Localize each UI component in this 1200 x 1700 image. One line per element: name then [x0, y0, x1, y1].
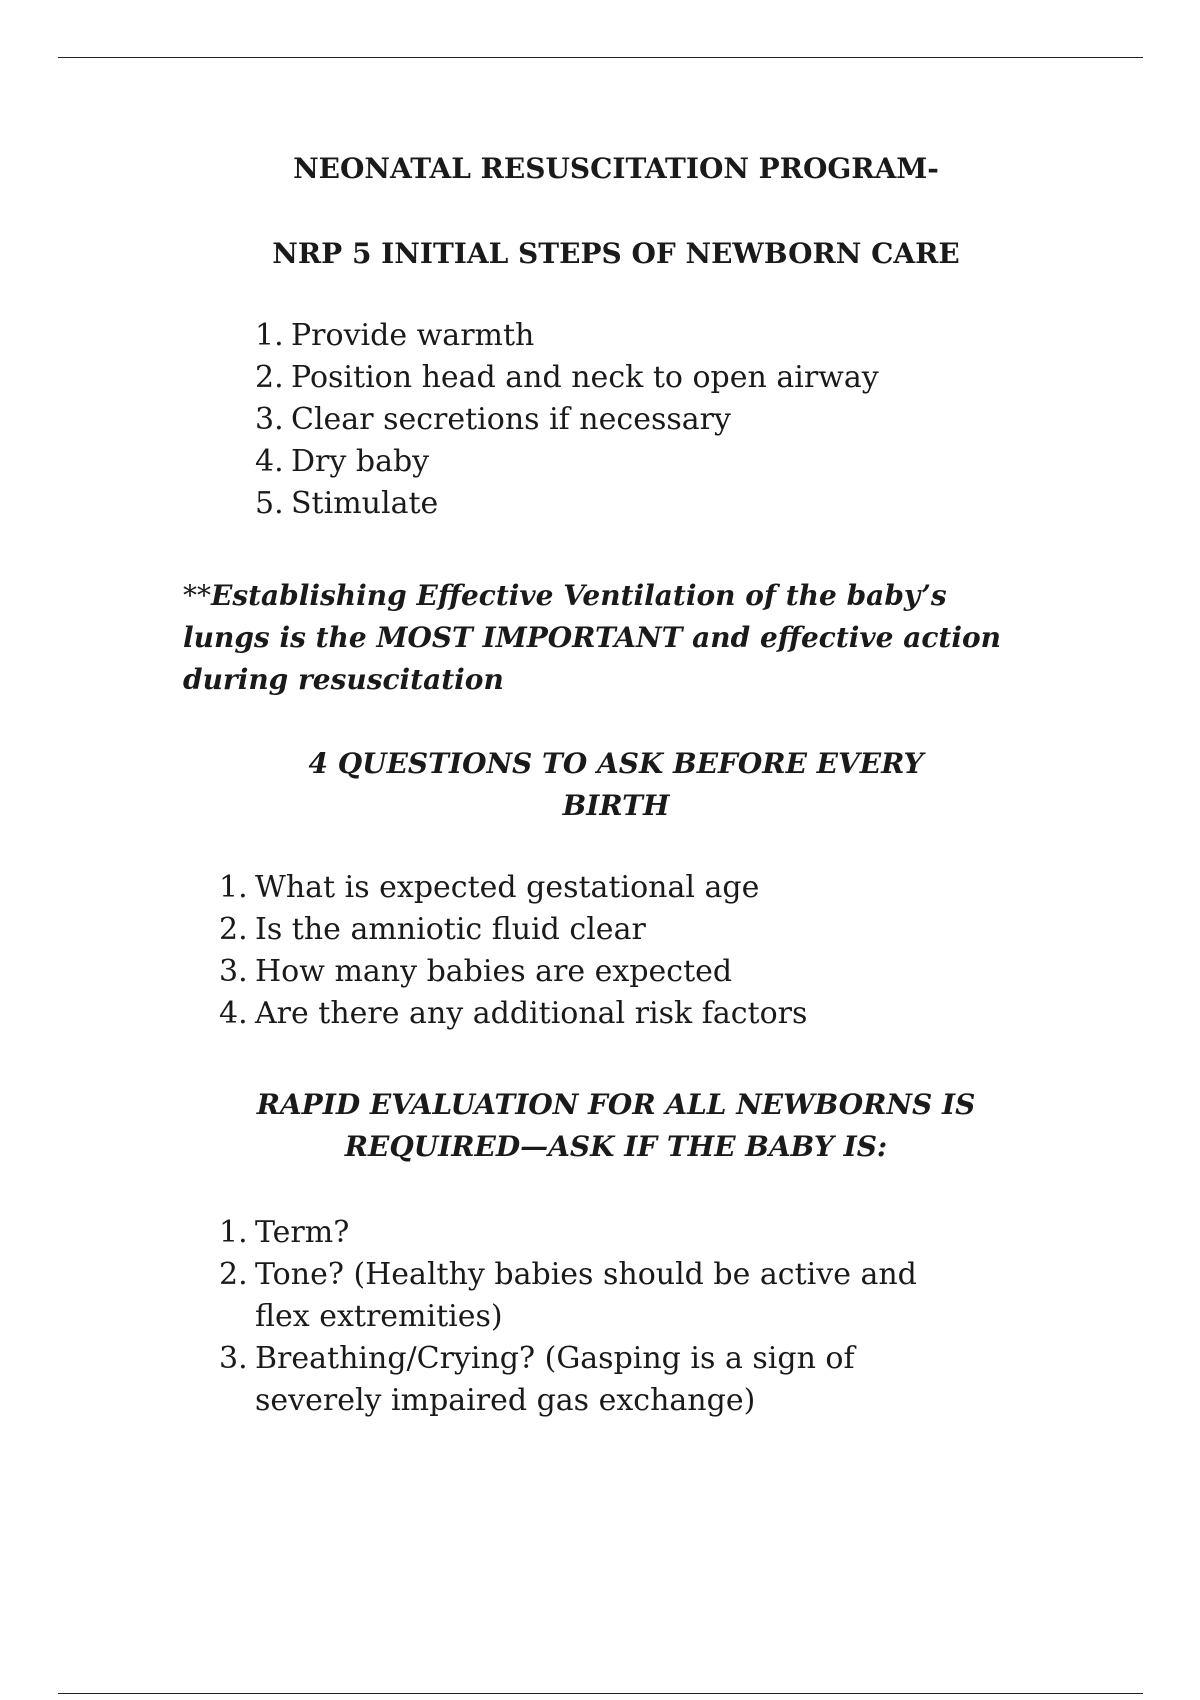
list-number: 4. [219, 996, 248, 1031]
list-item-text: Are there any additional risk factors [255, 996, 808, 1031]
list-item-text: Position head and neck to open airway [291, 360, 879, 395]
list-number: 3. [255, 402, 284, 437]
list-item [255, 357, 879, 399]
list-item-text: What is expected gestational age [255, 870, 760, 905]
list-item [255, 441, 879, 483]
evaluation-list [219, 1212, 939, 1422]
list-item-text: Clear secretions if necessary [291, 402, 731, 437]
note-text: Establishing Effective Ventilation of the baby’s lungs is the MOST IMPORTANT and effective action during resuscitation [183, 579, 1002, 696]
list-item [219, 993, 807, 1035]
list-number: 1. [219, 1215, 248, 1250]
list-item-text: Dry baby [291, 444, 430, 479]
list-item [219, 909, 807, 951]
evaluation-heading [0, 1084, 1200, 1168]
note-prefix: ** [183, 579, 211, 612]
document-title: NEONATAL RESUSCITATION PROGRAM- [293, 152, 939, 185]
list-number: 4. [255, 444, 284, 479]
list-item [255, 399, 879, 441]
list-item [219, 1338, 939, 1422]
list-number: 1. [219, 870, 248, 905]
questions-heading [0, 743, 1200, 827]
list-number: 5. [255, 486, 284, 521]
questions-heading-line2: BIRTH [562, 789, 670, 822]
evaluation-heading-line2: REQUIRED—ASK IF THE BABY IS: [344, 1130, 888, 1163]
list-number: 3. [219, 1341, 248, 1376]
list-number: 3. [219, 954, 248, 989]
list-item-text: Provide warmth [291, 318, 535, 353]
document-subtitle: NRP 5 INITIAL STEPS OF NEWBORN CARE [272, 237, 960, 270]
list-number: 2. [255, 360, 284, 395]
list-item-text: Tone? (Healthy babies should be active and flex extremities) [255, 1257, 917, 1334]
list-item-text: Is the amniotic fluid clear [255, 912, 646, 947]
list-number: 2. [219, 912, 248, 947]
list-item [255, 315, 879, 357]
questions-heading-line1: 4 QUESTIONS TO ASK BEFORE EVERY [308, 747, 924, 780]
list-item [255, 483, 879, 525]
list-item [219, 1254, 939, 1338]
list-item [219, 1212, 939, 1254]
ventilation-note [183, 575, 1003, 701]
list-item-text: Stimulate [291, 486, 439, 521]
list-number: 2. [219, 1257, 248, 1292]
bottom-rule [58, 1693, 1143, 1694]
list-item [219, 867, 807, 909]
evaluation-heading-line1: RAPID EVALUATION FOR ALL NEWBORNS IS [256, 1088, 976, 1121]
top-rule [58, 57, 1143, 58]
initial-steps-list [255, 315, 879, 525]
list-number: 1. [255, 318, 284, 353]
questions-list [219, 867, 807, 1035]
list-item [219, 951, 807, 993]
list-item-text: Breathing/Crying? (Gasping is a sign of severely impaired gas exchange) [255, 1341, 855, 1418]
list-item-text: Term? [255, 1215, 350, 1250]
list-item-text: How many babies are expected [255, 954, 733, 989]
